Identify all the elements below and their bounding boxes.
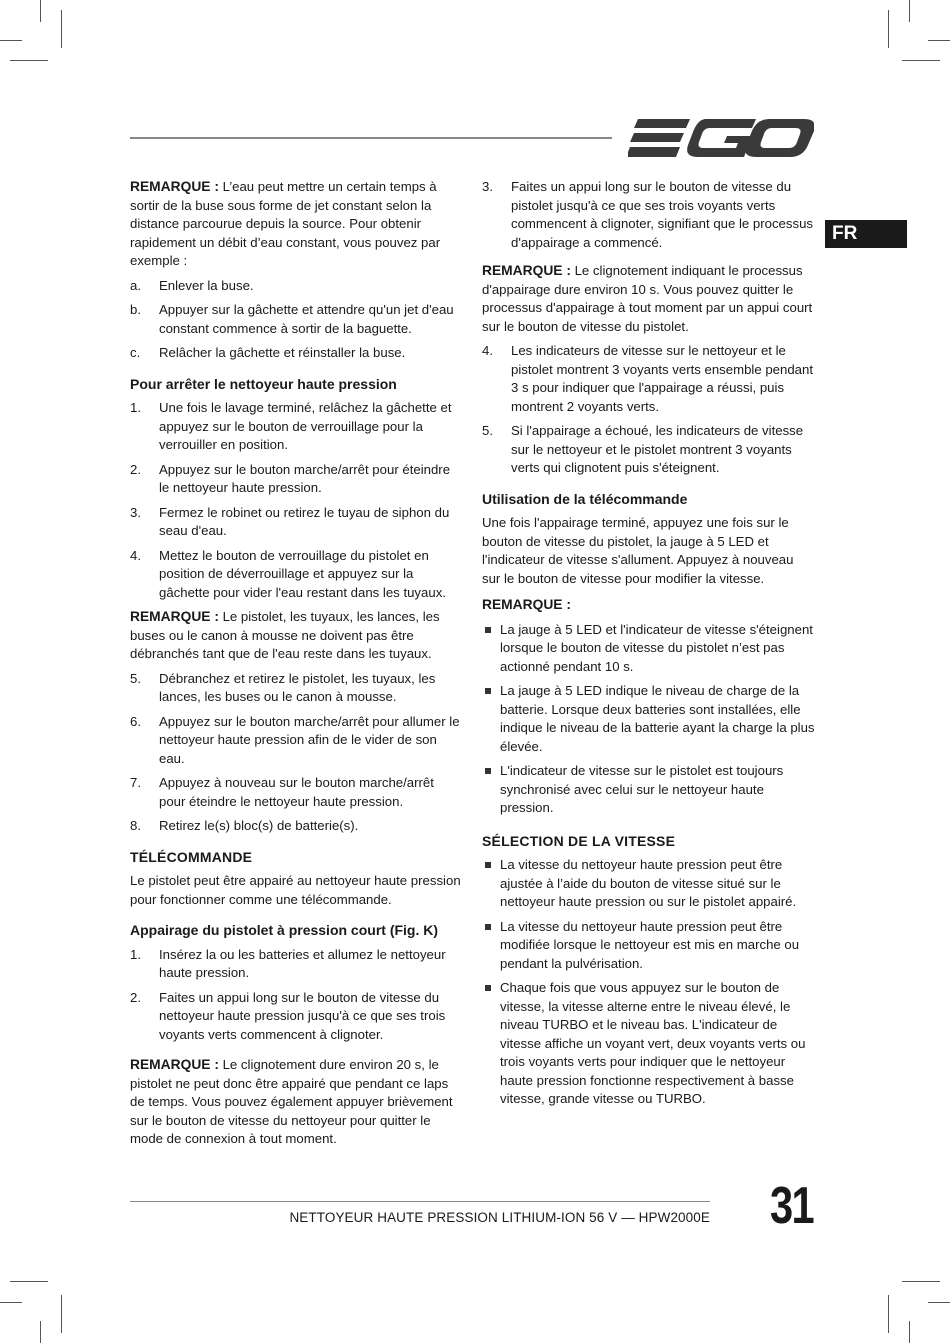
list-item — [130, 344, 463, 363]
square-bullet-icon — [485, 768, 491, 774]
pairing-steps-result — [482, 342, 815, 478]
ego-logo — [628, 117, 814, 159]
remark-text: L’eau peut mettre un certain temps à sortir de la buse sous forme de jet constant selon la distance parcourue depuis la source. Pour obtenir rapidement un débit d’eau constant, vous pouvez par exemple : — [130, 179, 441, 268]
list-item — [130, 301, 463, 338]
item-marker: 5. — [482, 423, 493, 438]
bullet-text: La vitesse du nettoyeur haute pression peut être modifiée lorsque le nettoyeur est mis en marche ou pendant la pulvérisation. — [500, 918, 800, 971]
list-item — [130, 504, 463, 541]
remark-label: REMARQUE : — [482, 597, 571, 612]
bullet-item — [482, 979, 815, 1109]
square-bullet-icon — [485, 924, 491, 930]
crop-mark — [902, 60, 940, 61]
crop-mark — [928, 40, 950, 41]
item-text: Enlever la buse. — [159, 277, 254, 293]
bullet-text: Chaque fois que vous appuyez sur le bouton de vitesse, la vitesse alterne entre le niveau élevé, le niveau TURBO et le niveau bas. L'indicateur de vitesse affiche un voyant vert, deux voyants verts ou trois voyants verts pour indiquer que le nettoyeur haute pression fonctionne respectivement à basse vitesse, grande vitesse ou TURBO. — [500, 980, 806, 1106]
remark-label: REMARQUE : — [482, 263, 571, 278]
language-tab: FR — [825, 220, 907, 248]
item-marker: 8. — [130, 818, 141, 833]
bullet-item — [482, 682, 815, 756]
square-bullet-icon — [485, 862, 491, 868]
pairing-steps-continued — [482, 178, 815, 252]
bullet-item — [482, 856, 815, 912]
item-text: Insérez la ou les batteries et allumez le nettoyeur haute pression. — [159, 946, 446, 980]
bullet-text: La jauge à 5 LED et l'indicateur de vitesse s'éteignent lorsque le bouton de vitesse du pistolet n’est pas actionné pendant 10 s. — [500, 621, 813, 674]
item-marker: 4. — [130, 547, 141, 563]
item-marker: 3. — [482, 179, 493, 194]
item-marker: 2. — [130, 461, 141, 477]
item-marker: 5. — [130, 670, 141, 686]
bullet-item — [482, 918, 815, 974]
list-item — [130, 399, 463, 455]
square-bullet-icon — [485, 985, 491, 991]
remark-3 — [130, 1056, 463, 1149]
list-item — [130, 461, 463, 498]
stop-steps-continued — [130, 670, 463, 836]
footer-rule — [130, 1201, 710, 1202]
square-bullet-icon — [485, 627, 491, 633]
list-item — [130, 547, 463, 603]
remark-2 — [130, 608, 463, 664]
bullet-text: L'indicateur de vitesse sur le pistolet est toujours synchronisé avec celui sur le nettoyeur haute pression. — [500, 763, 784, 815]
item-text: Retirez le(s) bloc(s) de batterie(s). — [159, 818, 359, 833]
remark-5-label — [482, 596, 815, 615]
footer-title: NETTOYEUR HAUTE PRESSION LITHIUM-ION 56 V — HPW2000E — [289, 1210, 710, 1225]
crop-mark — [0, 40, 22, 41]
list-item — [130, 277, 463, 296]
list-item — [130, 817, 463, 836]
list-item — [130, 989, 463, 1045]
remark-1-list — [130, 277, 463, 363]
item-text: Appuyer sur la gâchette et attendre qu'un jet d'eau constant commence à sortir de la baguette. — [159, 302, 454, 336]
item-text: Une fois le lavage terminé, relâchez la gâchette et appuyez sur le bouton de verrouillage pour la verrouiller en position. — [159, 400, 452, 452]
item-marker: 3. — [130, 504, 141, 520]
crop-mark — [928, 1302, 950, 1303]
item-text: Faites un appui long sur le bouton de vitesse du pistolet jusqu'à ce que ses trois voyants verts commencent à clignoter, signifiant que le processus d'appairage a commencé. — [511, 179, 814, 250]
item-marker: 6. — [130, 713, 141, 729]
crop-mark — [40, 1321, 41, 1343]
item-marker: 4. — [482, 343, 493, 358]
section-heading-remote-use: Utilisation de la télécommande — [482, 490, 688, 507]
list-item — [130, 774, 463, 811]
remote-paragraph: Le pistolet peut être appairé au nettoyeur haute pression pour fonctionner comme une télécommande. — [130, 873, 461, 907]
item-text: Appuyez sur le bouton marche/arrêt pour éteindre le nettoyeur haute pression. — [159, 461, 451, 495]
pairing-steps — [130, 946, 463, 1045]
item-text: Fermez le robinet ou retirez le tuyau de siphon du seau d'eau. — [159, 504, 450, 538]
left-column — [130, 178, 463, 1155]
section-heading-pairing: Appairage du pistolet à pression court (Fig. K) — [130, 922, 439, 938]
list-item — [482, 178, 815, 252]
list-item — [130, 713, 463, 769]
remark-text: Le pistolet, les tuyaux, les lances, les buses ou le canon à mousse ne doivent pas être débranchés tant que de l'eau reste dans les tuyaux. — [130, 609, 440, 661]
crop-mark — [40, 0, 41, 22]
crop-mark — [909, 0, 910, 22]
bullet-item — [482, 762, 815, 818]
right-column — [482, 178, 815, 1115]
remark-label: REMARQUE : — [130, 609, 219, 624]
remark-5-bullets — [482, 621, 815, 818]
page-number: 31 — [770, 1177, 814, 1235]
list-item — [130, 670, 463, 707]
remote-use-paragraph: Une fois l'appairage terminé, appuyez une fois sur le bouton de vitesse du pistolet, la jauge à 5 LED et l'indicateur de vitesse s'allument. Appuyez à nouveau sur le bouton de vitesse pour modifier la vitesse. — [482, 515, 794, 586]
list-item — [482, 342, 815, 416]
remark-4 — [482, 262, 815, 336]
remark-label: REMARQUE : — [130, 1057, 219, 1072]
item-marker: c. — [130, 345, 141, 360]
item-text: Mettez le bouton de verrouillage du pistolet en position de déverrouillage et appuyez sur la gâchette pour vider l'eau restant dans les tuyaux. — [159, 547, 446, 600]
crop-mark — [61, 1295, 62, 1333]
list-item — [130, 946, 463, 983]
item-text: Relâcher la gâchette et réinstaller la buse. — [159, 345, 406, 360]
crop-mark — [0, 1302, 22, 1303]
bullet-item — [482, 621, 815, 677]
remark-text: Le clignotement dure environ 20 s, le pistolet ne peut donc être appairé que pendant ce laps de temps. Vous pouvez également appuyer brièvement sur le bouton de vitesse du nettoyeur pour quitter le mode de connexion à tout moment. — [130, 1057, 453, 1146]
item-text: Si l'appairage a échoué, les indicateurs de vitesse sur le nettoyeur et le pistolet montrent 3 voyants verts qui clignotent puis s'éteignent. — [511, 423, 804, 475]
bullet-text: La jauge à 5 LED indique le niveau de charge de la batterie. Lorsque deux batteries sont installées, elle indique le niveau de la batterie ayant la charge la plus élevée. — [500, 683, 815, 754]
item-marker: 1. — [130, 946, 141, 962]
header-rule — [130, 137, 612, 139]
crop-mark — [888, 10, 889, 48]
crop-mark — [888, 1295, 889, 1333]
crop-mark — [10, 1281, 48, 1282]
item-text: Faites un appui long sur le bouton de vitesse du nettoyeur haute pression jusqu'à ce que ses trois voyants verts commencent à clignoter. — [159, 989, 446, 1042]
section-heading-stop: Pour arrêter le nettoyeur haute pression — [130, 375, 397, 392]
speed-bullets — [482, 856, 815, 1109]
item-text: Appuyez sur le bouton marche/arrêt pour allumer le nettoyeur haute pression afin de le vider de son eau. — [159, 713, 460, 766]
item-marker: 7. — [130, 775, 141, 790]
item-marker: b. — [130, 302, 141, 317]
square-bullet-icon — [485, 688, 491, 694]
item-marker: 1. — [130, 400, 141, 415]
crop-mark — [909, 1321, 910, 1343]
crop-mark — [10, 60, 48, 61]
section-heading-remote: TÉLÉCOMMANDE — [130, 848, 253, 865]
item-marker: 2. — [130, 989, 141, 1005]
crop-mark — [61, 10, 62, 48]
remark-label: REMARQUE : — [130, 179, 219, 194]
bullet-text: La vitesse du nettoyeur haute pression peut être ajustée à l’aide du bouton de vitesse situé sur le nettoyeur haute pression ou sur le pistolet appairé. — [500, 857, 797, 909]
stop-steps — [130, 399, 463, 602]
section-heading-speed: SÉLECTION DE LA VITESSE — [482, 832, 676, 849]
remark-1 — [130, 178, 463, 271]
item-text: Débranchez et retirez le pistolet, les tuyaux, les lances, les buses ou le canon à mousse. — [159, 670, 436, 704]
item-marker: a. — [130, 277, 141, 293]
item-text: Appuyez à nouveau sur le bouton marche/arrêt pour éteindre le nettoyeur haute pression. — [159, 775, 434, 809]
list-item — [482, 422, 815, 478]
remark-text: Le clignotement indiquant le processus d'appairage dure environ 10 s. Vous pouvez quitter le processus d'appairage à tout moment par un appui court sur le bouton de vitesse du pistolet. — [482, 263, 813, 334]
crop-mark — [902, 1281, 940, 1282]
item-text: Les indicateurs de vitesse sur le nettoyeur et le pistolet montrent 3 voyants verts ensemble pendant 3 s pour indiquer que l'appairage a réussi, puis montrent 2 voyants verts. — [511, 343, 814, 414]
